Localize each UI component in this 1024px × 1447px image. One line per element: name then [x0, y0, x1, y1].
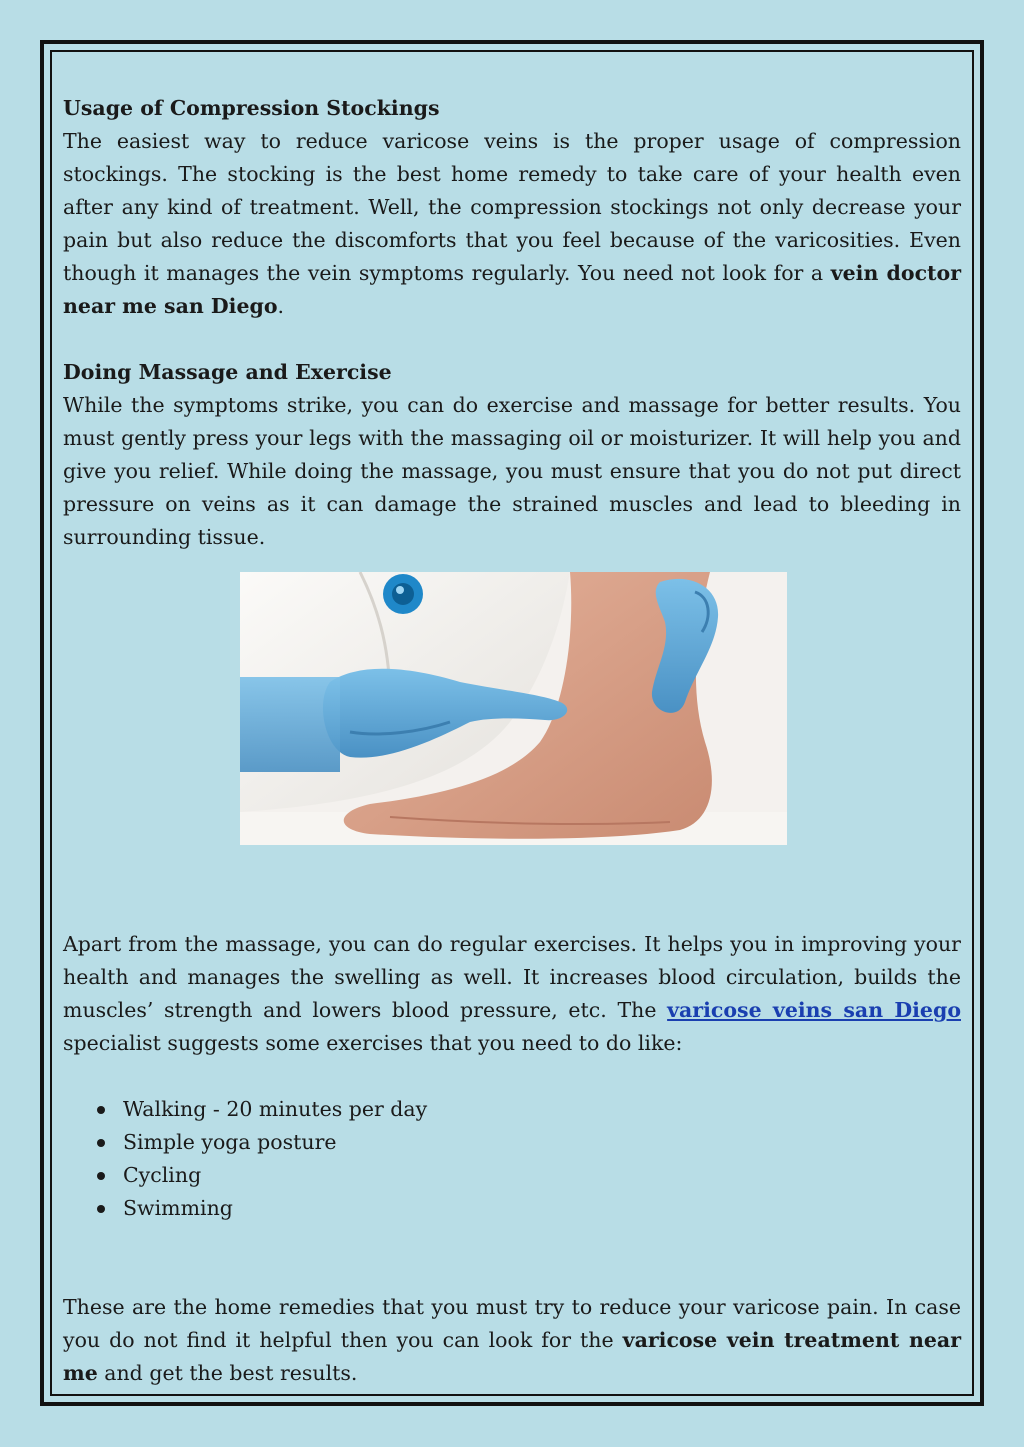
- document-body: [63, 92, 961, 1390]
- list-item: Cycling: [123, 1159, 961, 1192]
- doctor-examining-foot-photo: [240, 572, 787, 845]
- paragraph-end: and get the best results.: [97, 1361, 358, 1385]
- paragraph-text: Apart from the massage, you can do regular exercises. It helps you in improving your health and manages the swelling as well. It increases blood circulation, builds the muscles’ strength and lowers blood pressure, etc. The: [63, 932, 961, 1022]
- bold-term-vein-doctor: vein doctor near me san Diego: [63, 261, 961, 318]
- paragraph-compression-stockings: [63, 125, 961, 323]
- link-varicose-veins-san-diego[interactable]: varicose veins san Diego: [667, 998, 961, 1022]
- paragraph-conclusion: [63, 1291, 961, 1390]
- paragraph-text: These are the home remedies that you must try to reduce your varicose pain. In case you do not find it helpful then you can look for the: [63, 1295, 961, 1352]
- exercise-list: [63, 1093, 961, 1225]
- paragraph-text: The easiest way to reduce varicose veins is the proper usage of compression stockings. The stocking is the best home remedy to take care of your health even after any kind of treatment. Well, the compression stockings not only decrease your pain but also reduce the discomforts that you feel because of the varicosities. Even though it manages the vein symptoms regularly. You need not look for a: [63, 129, 961, 285]
- paragraph-end: specialist suggests some exercises that you need to do like:: [63, 1031, 683, 1055]
- heading-compression-stockings: Usage of Compression Stockings: [63, 96, 440, 120]
- paragraph-massage: While the symptoms strike, you can do exercise and massage for better results. You must gently press your legs with the massaging oil or moisturizer. It will help you and give you relief. While doing the massage, you must ensure that you do not put direct pressure on veins as it can damage the strained muscles and lead to bleeding in surrounding tissue.: [63, 393, 961, 549]
- bold-term-varicose-treatment: varicose vein treatment near me: [63, 1328, 961, 1385]
- heading-massage-exercise: Doing Massage and Exercise: [63, 360, 392, 384]
- paragraph-end: .: [277, 294, 285, 318]
- paragraph-exercises: [63, 928, 961, 1060]
- list-item: Simple yoga posture: [123, 1126, 961, 1159]
- list-item: Swimming: [123, 1192, 961, 1225]
- photo-illustration: [240, 572, 787, 845]
- list-item: Walking - 20 minutes per day: [123, 1093, 961, 1126]
- image-container: [63, 554, 961, 928]
